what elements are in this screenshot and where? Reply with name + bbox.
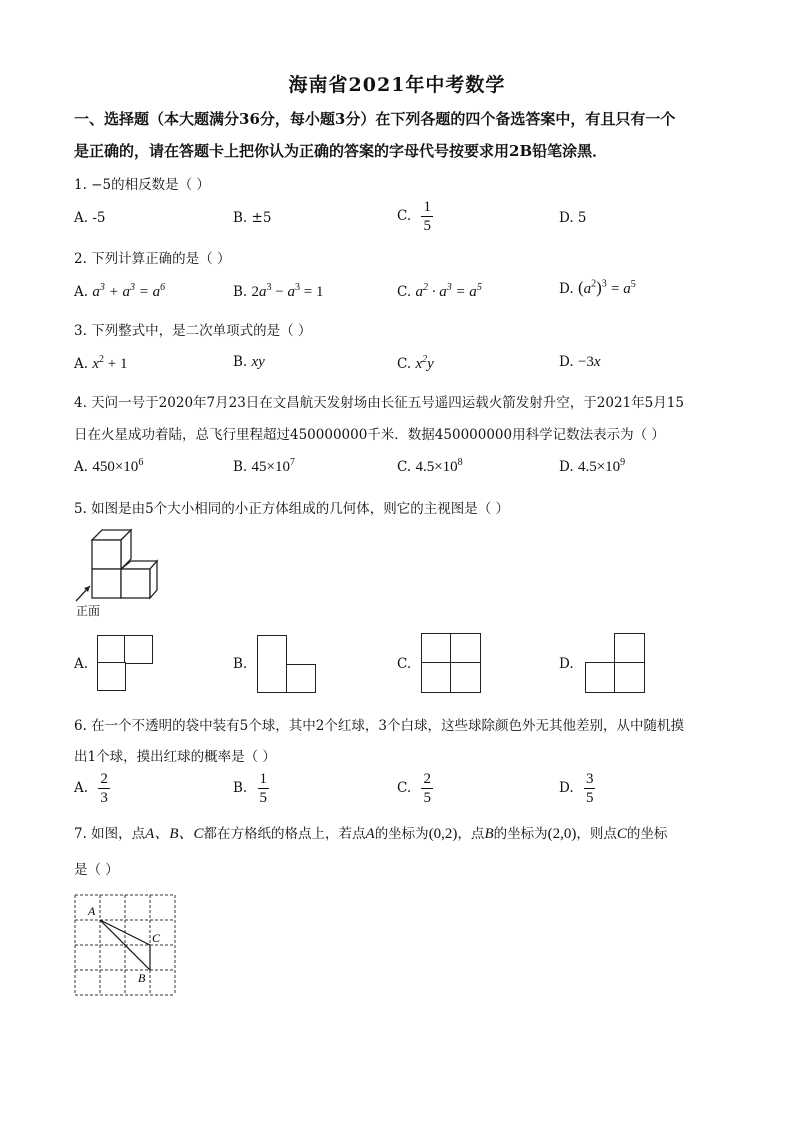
q3-option-a: A. $x^2 + 1$ bbox=[74, 354, 128, 372]
q2-option-d: D. $(a^2)^3 = a^5$ bbox=[559, 278, 636, 297]
section-heading-line1: 一、选择题（本大题满分36分，每小题3分）在下列各题的四个备选答案中，有且只有一个 bbox=[74, 110, 676, 128]
point-b-label: B bbox=[138, 971, 146, 985]
q1-option-c bbox=[397, 198, 433, 235]
question-6-line1: 6. 在一个不透明的袋中装有5个球，其中2个红球，3个白球，这些球除颜色外无其他差别，从中随机摸 bbox=[74, 718, 684, 734]
grid-paper-figure bbox=[70, 890, 180, 1000]
q3-option-b: B. xy bbox=[233, 354, 265, 370]
question-6-line2: 出1个球，摸出红球的概率是（ ） bbox=[74, 749, 276, 765]
q4-option-d: D. $4.5\times 10^9$ bbox=[559, 457, 626, 475]
question-7-line2: 是（ ） bbox=[74, 862, 119, 878]
question-2-stem: 2. 下列计算正确的是（ ） bbox=[74, 251, 231, 267]
q3-option-c: C. $x^2y$ bbox=[397, 354, 434, 372]
point-a-label: A bbox=[88, 904, 96, 918]
front-view-label: 正面 bbox=[76, 604, 101, 618]
q6-option-a: A. $\frac{2}{3}$ bbox=[74, 771, 108, 806]
q1-option-d: D. 5 bbox=[559, 210, 587, 226]
q1-option-a: A. -5 bbox=[74, 210, 106, 226]
q1-option-c-label: C. bbox=[397, 208, 412, 224]
question-3-stem: 3. 下列整式中，是二次单项式的是（ ） bbox=[74, 323, 312, 339]
q3-option-d: D. −3x bbox=[559, 354, 601, 370]
question-4-line2: 日在火星成功着陆，总飞行里程超过450000000千米．数据450000000用科学记数法表示为（ ） bbox=[74, 427, 665, 443]
q6-option-c: C. $\frac{2}{5}$ bbox=[397, 771, 431, 806]
q2-option-a: A. $a^3 + a^3 = a^6$ bbox=[74, 282, 166, 300]
q1-option-b: B. ±5 bbox=[233, 210, 272, 226]
question-4-line1: 4. 天问一号于2020年7月23日在文昌航天发射场由长征五号遥四运载火箭发射升空，于2021年5月15 bbox=[74, 395, 684, 411]
q5-option-d-label: D. bbox=[559, 656, 574, 672]
q4-option-a: A. $450\times 10^6$ bbox=[74, 457, 144, 475]
page-title: 海南省2021年中考数学 bbox=[288, 74, 506, 96]
question-7-line1: 7. 如图，点A、B、C都在方格纸的格点上，若点A的坐标为(0,2)，点B的坐标为(2,0)，则点C的坐标 bbox=[74, 826, 668, 842]
section-heading-line2: 是正确的，请在答题卡上把你认为正确的答案的字母代号按要求用2B铅笔涂黑． bbox=[74, 142, 608, 160]
cube-solid-figure bbox=[74, 528, 164, 608]
q1-option-c-fraction: $\frac{1}{5}$ bbox=[423, 199, 431, 234]
q5-option-c-label: C. bbox=[397, 656, 412, 672]
question-1-stem: 1. −5的相反数是（ ） bbox=[74, 177, 210, 193]
q6-option-b: B. $\frac{1}{5}$ bbox=[233, 771, 268, 806]
point-c-label: C bbox=[152, 931, 161, 945]
q5-option-b-label: B. bbox=[233, 656, 248, 672]
question-5-stem: 5. 如图是由5个大小相同的小正方体组成的几何体，则它的主视图是（ ） bbox=[74, 501, 510, 517]
q4-option-c: C. $4.5\times 10^8$ bbox=[397, 457, 463, 475]
q4-option-b: B. $45\times 10^7$ bbox=[233, 457, 295, 475]
q5-option-a-label: A. bbox=[74, 656, 89, 672]
q2-option-b: B. $2a^3 - a^3 = 1$ bbox=[233, 282, 324, 300]
q6-option-d: D. $\frac{3}{5}$ bbox=[559, 771, 594, 806]
q2-option-c: C. $a^2 \cdot a^3 = a^5$ bbox=[397, 282, 482, 300]
